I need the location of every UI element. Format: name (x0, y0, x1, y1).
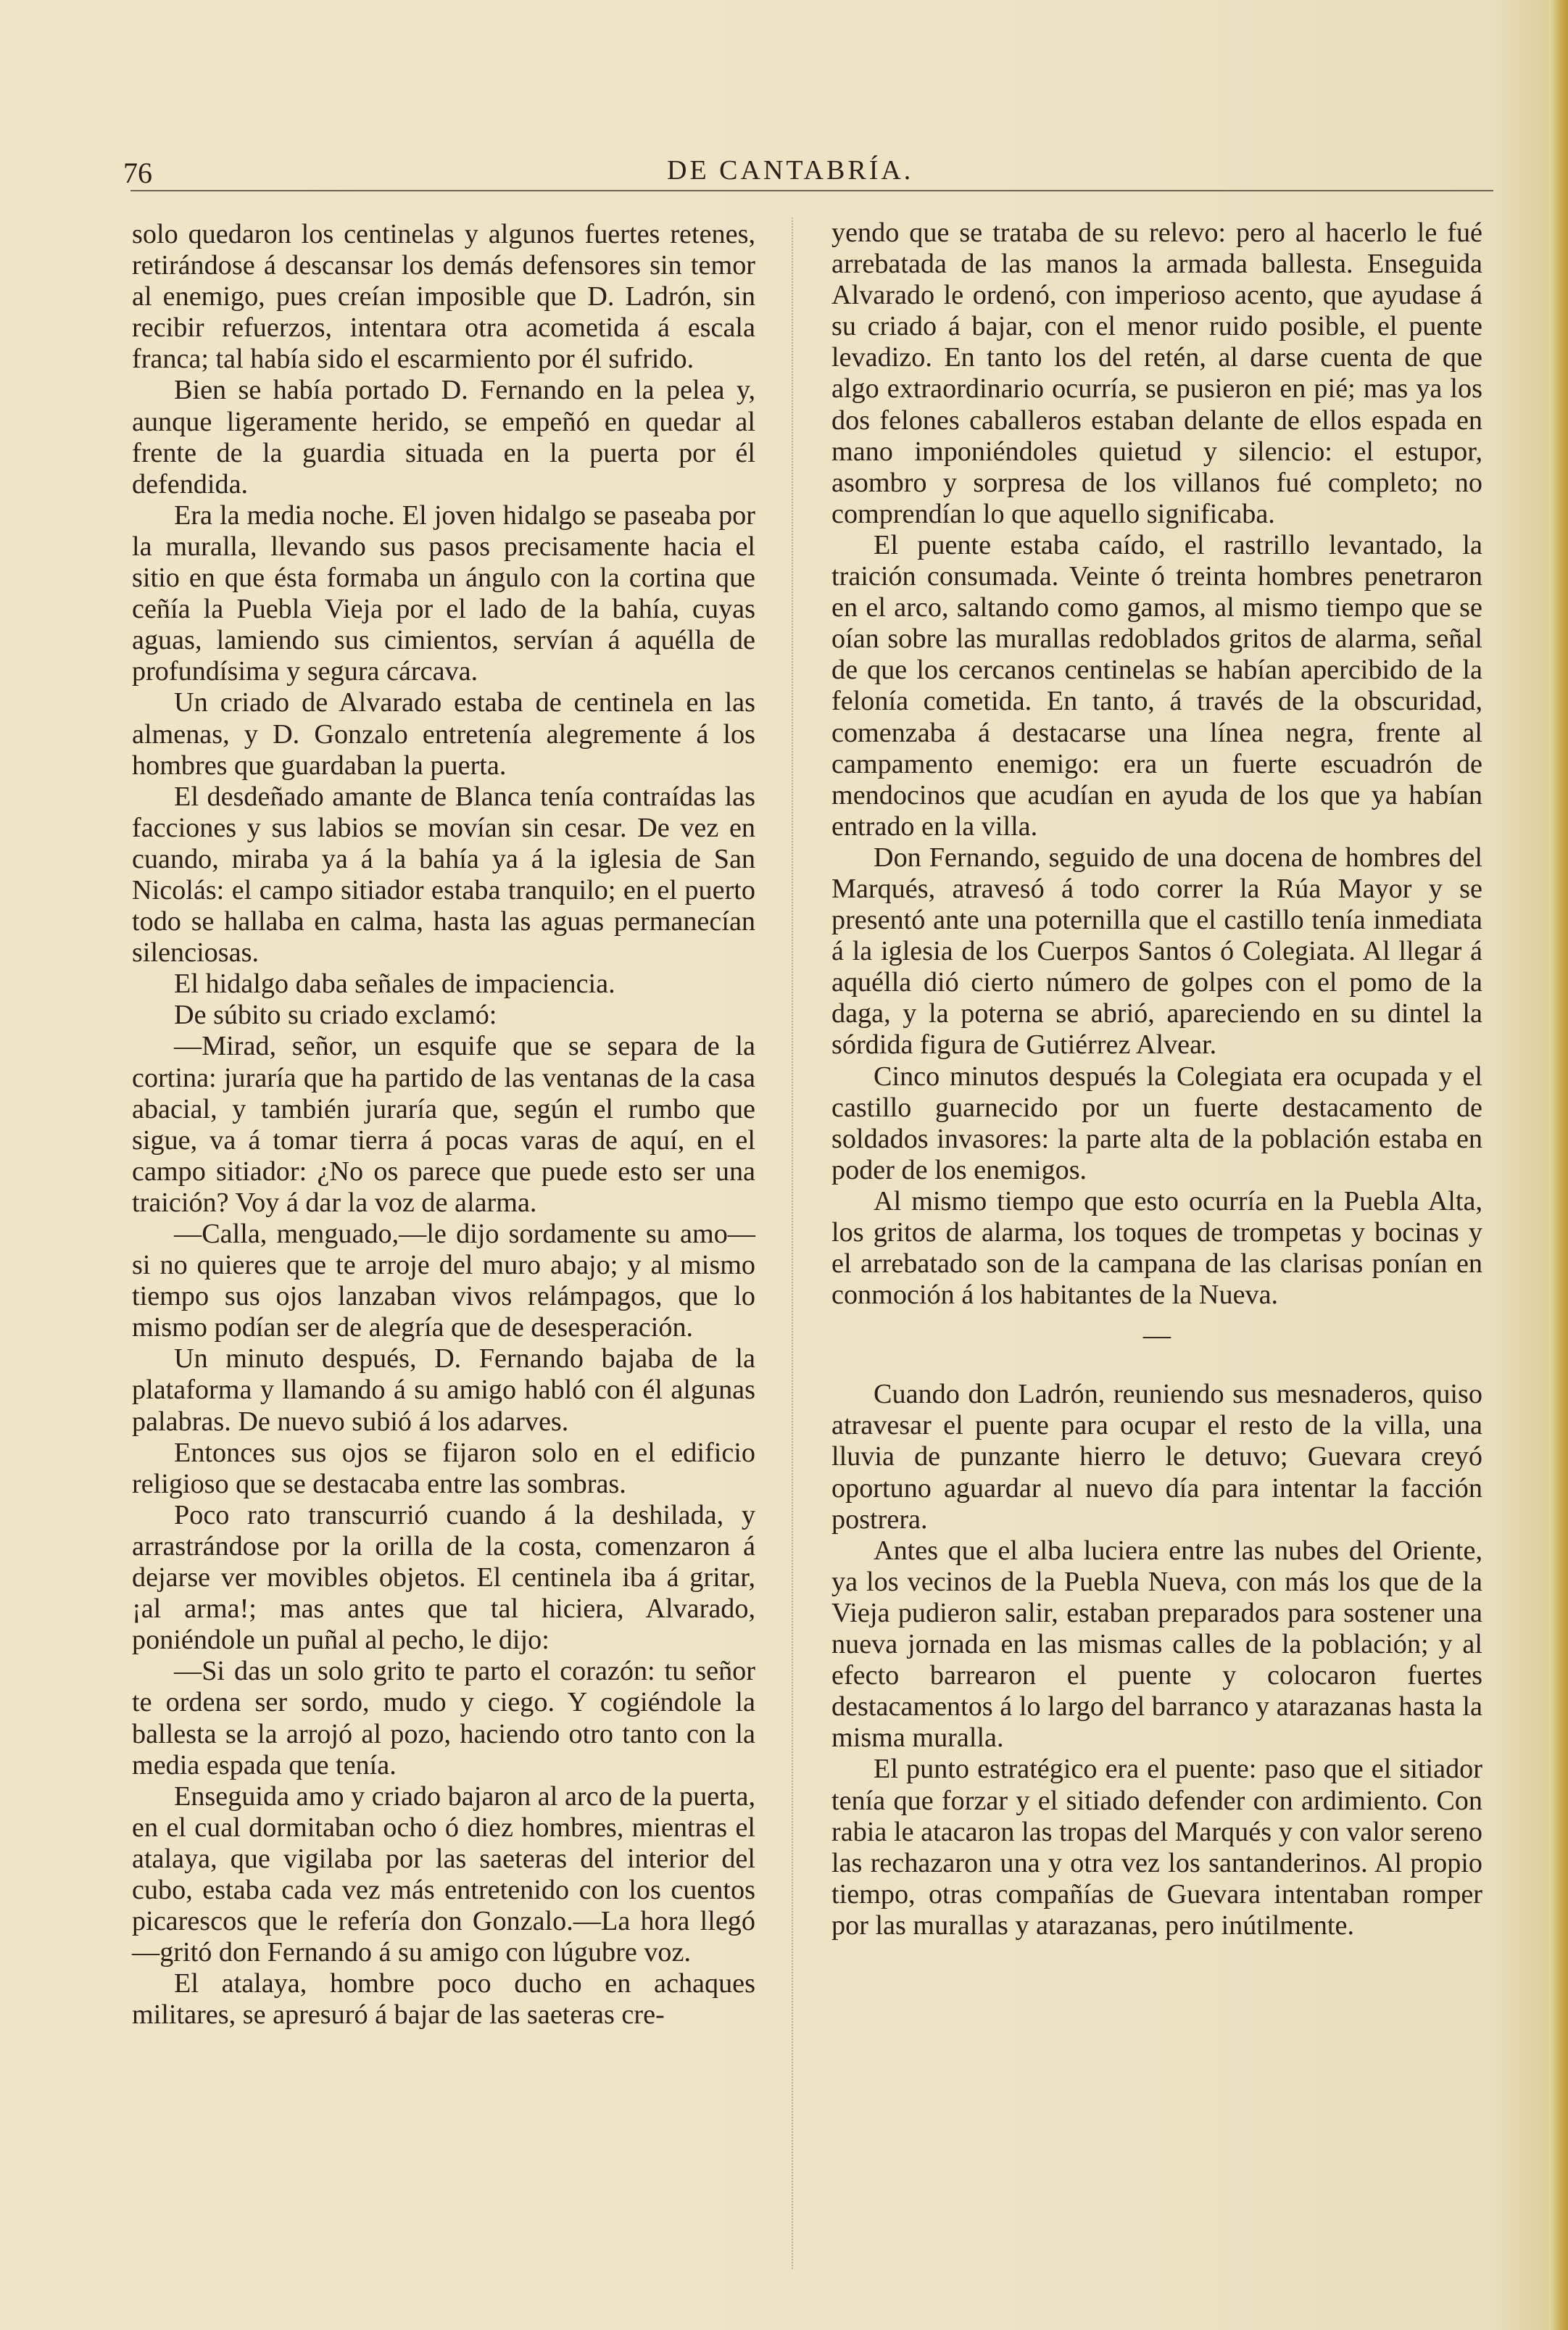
paragraph: Enseguida amo y criado bajaron al arco de la puerta, en el cual dormitaban ocho ó diez hombres, mientras el atalaya, que vigilaba por las saeteras del interior del cubo, estaba cada vez más entretenido con los cuentos picarescos que le refería don Gonzalo.—La hora llegó—gritó don Fernando á su amigo con lúgubre voz. (132, 1780, 755, 1968)
paragraph: Cuando don Ladrón, reuniendo sus mesnaderos, quiso atravesar el puente para ocupar el resto de la villa, una lluvia de punzante hierro le detuvo; Guevara creyó oportuno aguardar al nuevo día para intentar la facción postrera. (831, 1379, 1482, 1535)
paragraph: Un minuto después, D. Fernando bajaba de la plataforma y llamando á su amigo habló con él algunas palabras. De nuevo subió á los adarves. (132, 1343, 755, 1437)
header-rule (130, 190, 1493, 191)
left-column (132, 219, 755, 2031)
paragraph: Entonces sus ojos se fijaron solo en el edificio religioso que se destacaba entre las sombras. (132, 1437, 755, 1499)
paragraph: El desdeñado amante de Blanca tenía contraídas las facciones y sus labios se movían sin cesar. De vez en cuando, miraba ya á la bahía ya á la iglesia de San Nicolás: el campo sitiador estaba tranquilo; en el puerto todo se hallaba en calma, hasta las aguas permanecían silenciosas. (132, 781, 755, 969)
paragraph: solo quedaron los centinelas y algunos fuertes retenes, retirándose á descansar los demás defensores sin temor al enemigo, pues creían imposible que D. Ladrón, sin recibir refuerzos, intentara otra acometida á escala franca; tal había sido el escarmiento por él sufrido. (132, 219, 755, 375)
paragraph: Un criado de Alvarado estaba de centinela en las almenas, y D. Gonzalo entretenía alegremente á los hombres que guardaban la puerta. (132, 687, 755, 781)
paragraph: Bien se había portado D. Fernando en la pelea y, aunque ligeramente herido, se empeñó en quedar al frente de la guardia situada en la puerta por él defendida. (132, 375, 755, 499)
paragraph: Era la media noche. El joven hidalgo se paseaba por la muralla, llevando sus pasos precisamente hacia el sitio en que ésta formaba un ángulo con la cortina que ceñía la Puebla Vieja por el lado de la bahía, cuyas aguas, lamiendo sus cimientos, servían á aquélla de profundísima y segura cárcava. (132, 499, 755, 687)
running-title: DE CANTABRÍA. (667, 155, 914, 186)
section-break: — (1142, 1320, 1171, 1351)
paragraph: Antes que el alba luciera entre las nubes del Oriente, ya los vecinos de la Puebla Nueva, con más los que de la Vieja pudieron salir, estaban preparados para sostener una nueva jornada en las mismas calles de la población; y al efecto barrearon el puente y colocaron fuertes destacamentos á lo largo del barranco y atarazanas hasta la misma muralla. (831, 1535, 1482, 1754)
paragraph: —Mirad, señor, un esquife que se separa de la cortina: juraría que ha partido de las ventanas de la casa abacial, y también juraría que, según el rumbo que sigue, va á tomar tierra á pocas varas de aquí, en el campo sitiador: ¿No os parece que puede esto ser una traición? Voy á dar la voz de alarma. (132, 1031, 755, 1218)
paragraph: El hidalgo daba señales de impaciencia. (174, 969, 615, 1000)
right-column (831, 217, 1482, 1941)
paragraph: yendo que se trataba de su relevo: pero al hacerlo le fué arrebatada de las manos la armada ballesta. Enseguida Alvarado le ordenó, con imperioso acento, que ayudase á su criado á bajar, con el menor ruido posible, el puente levadizo. En tanto los del retén, al darse cuenta de que algo extraordinario ocurría, se pusieron en pié; mas ya los dos felones caballeros estaban delante de ellos espada en mano imponiéndoles quietud y silencio: el estupor, asombro y sorpresa de los villanos fué completo; no comprendían lo que aquello significaba. (831, 217, 1482, 529)
paragraph: Cinco minutos después la Colegiata era ocupada y el castillo guarnecido por un fuerte destacamento de soldados invasores: la parte alta de la población estaba en poder de los enemigos. (831, 1061, 1482, 1185)
paragraph: El atalaya, hombre poco ducho en achaques militares, se apresuró á bajar de las saeteras cre- (132, 1968, 755, 2031)
page-edge (1549, 0, 1568, 2330)
paragraph: —Si das un solo grito te parto el corazón: tu señor te ordena ser sordo, mudo y ciego. Y cogiéndole la ballesta se la arrojó al pozo, haciendo otro tanto con la media espada que tenía. (132, 1656, 755, 1780)
column-divider (792, 217, 793, 2269)
paragraph: Al mismo tiempo que esto ocurría en la Puebla Alta, los gritos de alarma, los toques de trompetas y bocinas y el arrebatado son de la campana de las clarisas ponían en conmoción á los habitantes de la Nueva. (831, 1185, 1482, 1311)
paragraph: El puente estaba caído, el rastrillo levantado, la traición consumada. Veinte ó treinta hombres penetraron en el arco, saltando como gamos, al mismo tiempo que se oían sobre las murallas redoblados gritos de alarma, señal de que los cercanos centinelas se habían apercibido de la felonía cometida. En tanto, á través de la obscuridad, comenzaba á destacarse una línea negra, frente al campamento enemigo: era un fuerte escuadrón de mendocinos que acudían en ayuda de los que ya habían entrado en la villa. (831, 529, 1482, 842)
paragraph: Don Fernando, seguido de una docena de hombres del Marqués, atravesó á todo correr la Rúa Mayor y se presentó ante una poternilla que el castillo tenía inmediata á la iglesia de los Cuerpos Santos ó Colegiata. Al llegar á aquélla dió cierto número de golpes con el pomo de la daga, y la poterna se abrió, apareciendo en su dintel la sórdida figura de Gutiérrez Alvear. (831, 842, 1482, 1061)
paragraph: Poco rato transcurrió cuando á la deshilada, y arrastrándose por la orilla de la costa, comenzaron á dejarse ver movibles objetos. El centinela iba á gritar, ¡al arma!; mas antes que tal hiciera, Alvarado, poniéndole un puñal al pecho, le dijo: (132, 1499, 755, 1656)
paragraph: —Calla, menguado,—le dijo sordamente su amo—si no quieres que te arroje del muro abajo; y al mismo tiempo sus ojos lanzaban vivos relámpagos, que lo mismo podían ser de alegría que de desesperación. (132, 1219, 755, 1343)
paragraph: El punto estratégico era el puente: paso que el sitiador tenía que forzar y el sitiado defender con ardimiento. Con rabia le atacaron las tropas del Marqués y con valor sereno las rechazaron una y otra vez los santanderinos. Al propio tiempo, otras compañías de Guevara intentaban romper por las murallas y atarazanas, pero inútilmente. (831, 1754, 1482, 1941)
page-header (0, 149, 1568, 192)
page-number: 76 (123, 157, 152, 189)
paragraph: De súbito su criado exclamó: (174, 1000, 497, 1031)
